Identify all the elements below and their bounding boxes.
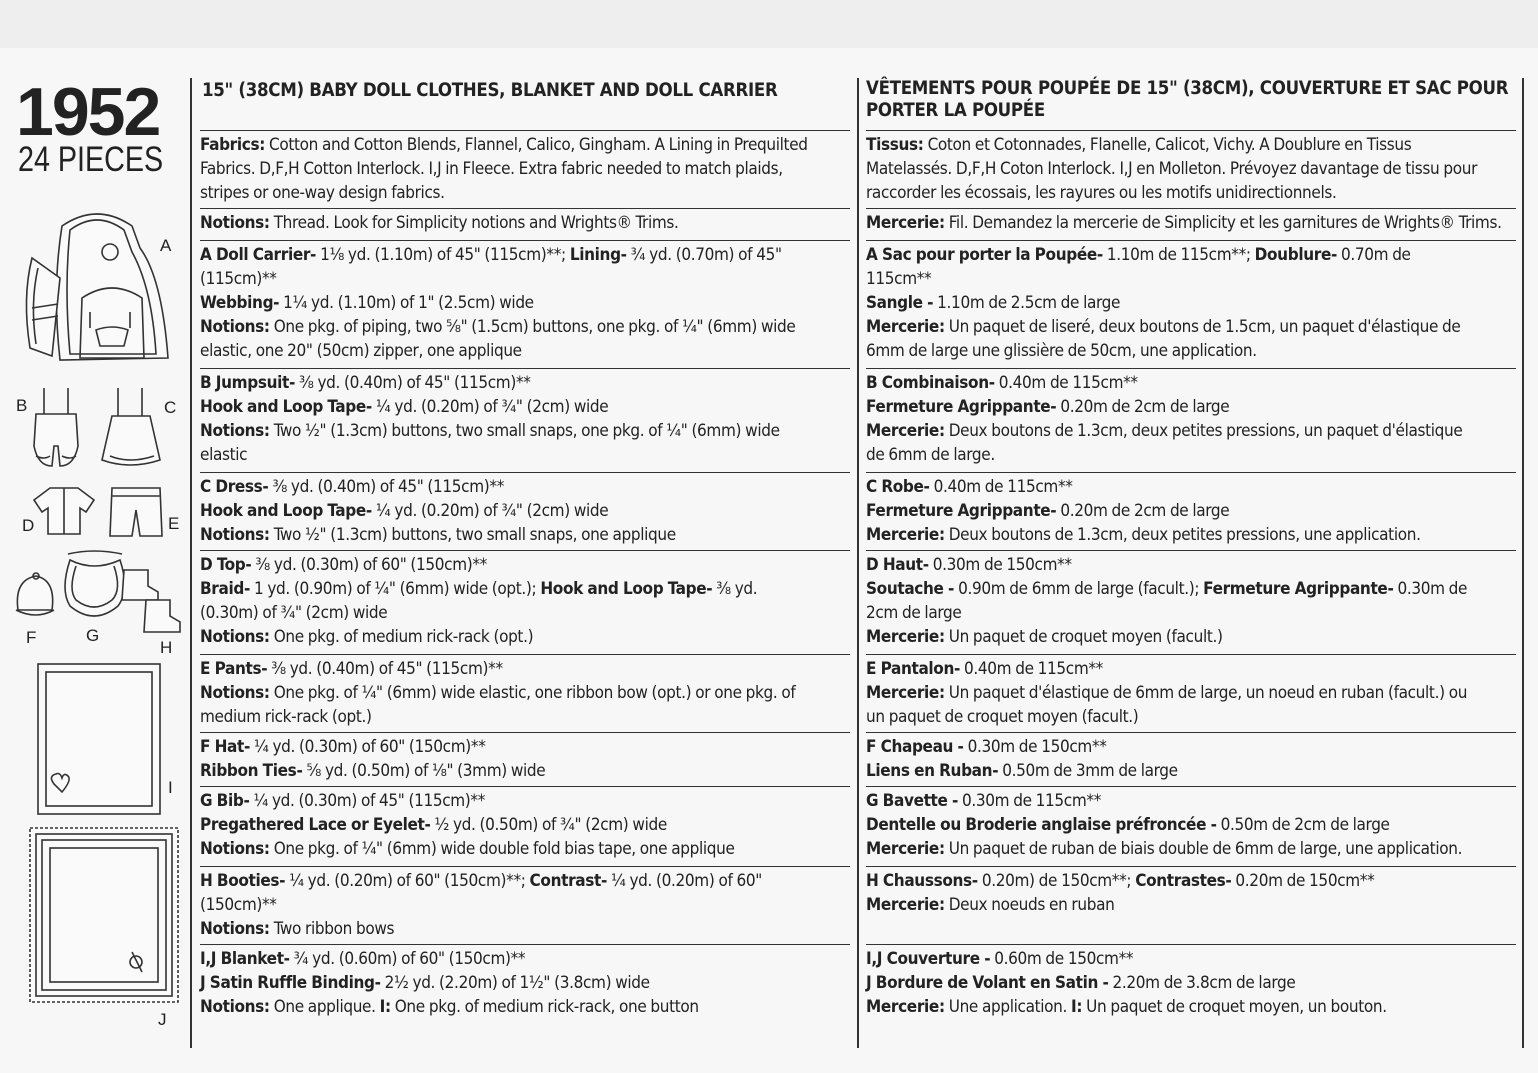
french-view-a: A Sac pour porter la Poupée- 1.10m de 115cm**; Doublure- 0.70m de 115cm** Sangle - 1.10m de 2.5cm de large Mercerie: Un paquet de liseré, deux boutons de 1.5cm, un paquet d'élastique de 6mm de large une glissière de 50cm, une application.: [866, 240, 1516, 363]
view-label-a: A: [160, 236, 172, 255]
french-view-c: C Robe- 0.40m de 115cm** Fermeture Agrippante- 0.20m de 2cm de large Mercerie: Deux boutons de 1.3cm, deux petites pressions, une application.: [866, 472, 1516, 547]
blanket-j-illustration: [28, 826, 180, 1004]
pattern-number: 1952: [16, 74, 160, 150]
dress-illustration: [100, 386, 162, 472]
booties-illustration: [118, 566, 184, 636]
french-view-e: E Pantalon- 0.40m de 115cm** Mercerie: Un paquet d'élastique de 6mm de large, un noeud en ruban (facult.) ou un paquet de croquet moyen (facult.): [866, 654, 1516, 729]
english-view-f: F Hat- ¼ yd. (0.30m) of 60" (150cm)** Ribbon Ties- ⅝ yd. (0.50m) of ⅛" (3mm) wide: [200, 732, 850, 783]
english-view-d: D Top- ⅜ yd. (0.30m) of 60" (150cm)** Braid- 1 yd. (0.90m) of ¼" (6mm) wide (opt.); Hook and Loop Tape- ⅜ yd. (0.30m) of ¾" (2cm) wide Notions: One pkg. of medium rick-rack (opt.): [200, 550, 850, 649]
french-fabrics: Tissus: Coton et Cotonnades, Flanelle, Calicot, Vichy. A Doublure en Tissus Matelassés. D,F,H Coton Interlock. I,J en Molleton. Prévoyez davantage de tissu pour raccorder les écossais, les rayures ou les motifs unidirectionnels.: [866, 130, 1516, 205]
english-view-c: C Dress- ⅜ yd. (0.40m) of 45" (115cm)** Hook and Loop Tape- ¼ yd. (0.20m) of ¾" (2cm) wide Notions: Two ½" (1.3cm) buttons, two small snaps, one applique: [200, 472, 850, 547]
view-label-d: D: [22, 516, 35, 535]
divider-left: [190, 78, 192, 1048]
french-view-g: G Bavette - 0.30m de 115cm** Dentelle ou Broderie anglaise préfroncée - 0.50m de 2cm de large Mercerie: Un paquet de ruban de biais double de 6mm de large, une application.: [866, 786, 1516, 861]
english-view-e: E Pants- ⅜ yd. (0.40m) of 45" (115cm)** Notions: One pkg. of ¼" (6mm) wide elastic, one ribbon bow (opt.) or one pkg. of medium rick-rack (opt.): [200, 654, 850, 729]
english-view-ij: I,J Blanket- ¾ yd. (0.60m) of 60" (150cm)** J Satin Ruffle Binding- 2½ yd. (2.20m) of 1½" (3.8cm) wide Notions: One applique. I: One pkg. of medium rick-rack, one button: [200, 944, 850, 1019]
french-view-d: D Haut- 0.30m de 150cm** Soutache - 0.90m de 6mm de large (facult.); Fermeture Agrippante- 0.30m de 2cm de large Mercerie: Un paquet de croquet moyen (facult.): [866, 550, 1516, 649]
view-label-j: J: [158, 1010, 167, 1029]
view-label-g: G: [86, 626, 100, 645]
view-label-i: I: [168, 778, 173, 797]
blanket-i-illustration: [36, 662, 162, 816]
pieces-count: 24 PIECES: [18, 140, 164, 179]
top-illustration: [32, 484, 96, 538]
view-label-f: F: [26, 628, 37, 647]
french-view-ij: I,J Couverture - 0.60m de 150cm** J Bordure de Volant en Satin - 2.20m de 3.8cm de large Mercerie: Une application. I: Un paquet de croquet moyen, un bouton.: [866, 944, 1516, 1019]
french-view-h: H Chaussons- 0.20m) de 150cm**; Contrastes- 0.20m de 150cm** Mercerie: Deux noeuds en ruban: [866, 866, 1516, 917]
jumpsuit-illustration: [30, 386, 82, 474]
divider-center: [857, 78, 859, 1048]
divider-right: [1522, 78, 1524, 1048]
english-view-a: A Doll Carrier- 1⅛ yd. (1.10m) of 45" (115cm)**; Lining- ¾ yd. (0.70m) of 45" (115cm)** Webbing- 1¼ yd. (1.10m) of 1" (2.5cm) wide Notions: One pkg. of piping, two ⅝" (1.5cm) buttons, one pkg. of ¼" (6mm) wide elastic, one 20" (50cm) zipper, one applique: [200, 240, 850, 363]
pants-illustration: [108, 484, 164, 542]
view-label-e: E: [168, 514, 180, 533]
english-title: 15" (38CM) BABY DOLL CLOTHES, BLANKET AND DOLL CARRIER: [202, 80, 778, 101]
english-view-h: H Booties- ¼ yd. (0.20m) of 60" (150cm)**; Contrast- ¼ yd. (0.20m) of 60" (150cm)** Notions: Two ribbon bows: [200, 866, 850, 941]
view-label-b: B: [16, 396, 28, 415]
top-band: [0, 0, 1538, 48]
view-label-c: C: [164, 398, 177, 417]
french-title: VÊTEMENTS POUR POUPÉE DE 15" (38CM), COUVERTURE ET SAC POUR PORTER LA POUPÉE: [866, 78, 1509, 121]
backpack-illustration: [12, 208, 182, 374]
english-fabrics: Fabrics: Cotton and Cotton Blends, Flannel, Calico, Gingham. A Lining in Prequilted Fabrics. D,F,H Cotton Interlock. I,J in Fleece. Extra fabric needed to match plaids, stripes or one-way design fabrics.: [200, 130, 850, 205]
french-view-b: B Combinaison- 0.40m de 115cm** Fermeture Agrippante- 0.20m de 2cm de large Mercerie: Deux boutons de 1.3cm, deux petites pressions, un paquet d'élastique de 6mm de large.: [866, 368, 1516, 467]
french-view-f: F Chapeau - 0.30m de 150cm** Liens en Ruban- 0.50m de 3mm de large: [866, 732, 1516, 783]
english-view-g: G Bib- ¼ yd. (0.30m) of 45" (115cm)** Pregathered Lace or Eyelet- ½ yd. (0.50m) of ¾" (2cm) wide Notions: One pkg. of ¼" (6mm) wide double fold bias tape, one applique: [200, 786, 850, 861]
french-notions: Mercerie: Fil. Demandez la mercerie de Simplicity et les garnitures de Wrights® Trims.: [866, 208, 1516, 235]
english-view-b: B Jumpsuit- ⅜ yd. (0.40m) of 45" (115cm)** Hook and Loop Tape- ¼ yd. (0.20m) of ¾" (2cm) wide Notions: Two ½" (1.3cm) buttons, two small snaps, one pkg. of ¼" (6mm) wide elastic: [200, 368, 850, 467]
english-notions: Notions: Thread. Look for Simplicity notions and Wrights® Trims.: [200, 208, 850, 235]
hat-illustration: [12, 570, 58, 622]
view-label-h: H: [160, 638, 173, 657]
